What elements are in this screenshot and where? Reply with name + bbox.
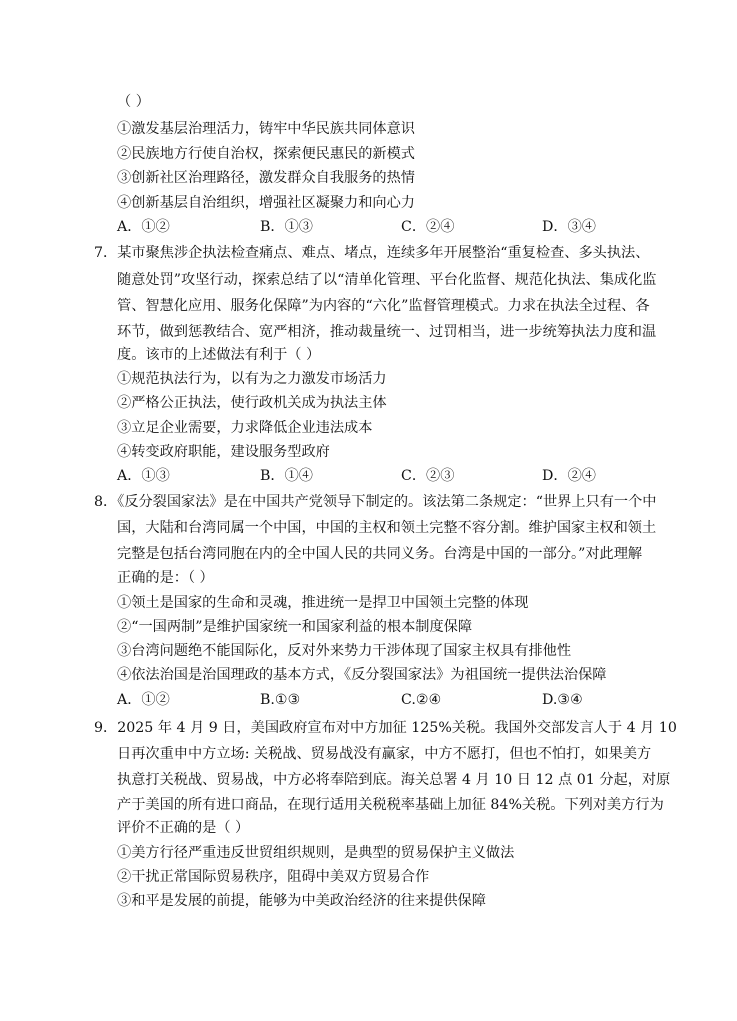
q7-choice-c: C．②③	[401, 468, 455, 484]
q9-option-2: ②干扰正常国际贸易秩序，阻碍中美双方贸易合作	[117, 869, 430, 885]
q8-stem-line-2: 国，大陆和台湾同属一个中国，中国的主权和领土完整不容分割。维护国家主权和领土	[117, 520, 657, 536]
q8-choice-a: A．①②	[117, 692, 170, 708]
q6-answer-paren: （ ）	[117, 94, 150, 110]
q9-option-1: ①美方行径严重违反世贸组织规则，是典型的贸易保护主义做法	[117, 845, 515, 861]
q9-option-3: ③和平是发展的前提，能够为中美政治经济的往来提供保障	[117, 893, 486, 909]
q6-option-1: ①激发基层治理活力，铸牢中华民族共同体意识	[117, 121, 415, 137]
q8-choice-c: C.②④	[401, 692, 442, 708]
q6-option-3: ③创新社区治理路径，激发群众自我服务的热情	[117, 170, 415, 186]
q7-option-2: ②严格公正执法，使行政机关成为执法主体	[117, 395, 387, 411]
q8-stem-line-4: 正确的是：（ ）	[117, 570, 214, 586]
q9-stem-line-5: 评价不正确的是（ ）	[117, 820, 250, 836]
q9-stem-line-2: 日再次重申中方立场: 关税战、贸易战没有赢家，中方不愿打，但也不怕打，如果美方	[117, 746, 652, 762]
q9-stem-line-4: 产于美国的所有进口商品，在现行适用关税税率基础上加征 84%关税。下列对美方行为	[117, 797, 664, 813]
q7-choice-a: A．①③	[117, 468, 170, 484]
q6-choice-b: B．①③	[260, 219, 313, 235]
q7-choice-b: B．①④	[260, 468, 313, 484]
q7-stem-line-1: 7．某市聚焦涉企执法检查痛点、难点、堵点，连续多年开展整治“重复检查、多头执法、	[94, 245, 650, 261]
q8-option-4: ④依法治国是治国理政的基本方式，《反分裂国家法》为祖国统一提供法治保障	[117, 667, 607, 683]
q7-stem-line-4: 环节，做到惩教结合、宽严相济，推动裁量统一、过罚相当，进一步统筹执法力度和温	[117, 324, 657, 340]
q7-option-1: ①规范执法行为，以有为之力激发市场活力	[117, 371, 387, 387]
q7-stem-line-2: 随意处罚”攻坚行动，探索总结了以“清单化管理、平台化监督、规范化执法、集成化监	[117, 272, 657, 288]
q6-option-4: ④创新基层自治组织，增强社区凝聚力和向心力	[117, 195, 415, 211]
q8-stem-line-3: 完整是包括台湾同胞在内的全中国人民的共同义务。台湾是中国的一部分。”对此理解	[117, 546, 643, 562]
q6-choice-d: D．③④	[542, 219, 596, 235]
q6-choice-c: C．②④	[401, 219, 455, 235]
q9-stem-line-1: 9．2025 年 4 月 9 日，美国政府宣布对中方加征 125%关税。我国外交部发言人于 4 月 10	[94, 720, 677, 736]
q8-stem-line-1: 8．《反分裂国家法》是在中国共产党领导下制定的。该法第二条规定：“世界上只有一个中	[94, 494, 657, 510]
q6-choice-a: A．①②	[117, 219, 170, 235]
q8-choice-d: D.③④	[542, 692, 583, 708]
q8-option-2: ②“一国两制”是维护国家统一和国家利益的根本制度保障	[117, 619, 473, 635]
q7-option-4: ④转变政府职能，建设服务型政府	[117, 444, 330, 460]
q9-stem-line-3: 执意打关税战、贸易战，中方必将奉陪到底。海关总署 4 月 10 日 12 点 01 分起，对原	[117, 772, 671, 788]
q7-stem-line-5: 度。该市的上述做法有利于（ ）	[117, 347, 321, 363]
q6-option-2: ②民族地方行使自治权，探索便民惠民的新模式	[117, 146, 415, 162]
q8-option-3: ③台湾问题绝不能国际化，反对外来势力干涉体现了国家主权具有排他性	[117, 643, 572, 659]
q7-stem-line-3: 管、智慧化应用、服务化保障”为内容的“六化”监督管理模式。力求在执法全过程、各	[117, 298, 650, 314]
q7-choice-d: D．②④	[542, 468, 596, 484]
q7-option-3: ③立足企业需要，力求降低企业违法成本	[117, 420, 373, 436]
q8-choice-b: B.①③	[260, 692, 301, 708]
q8-option-1: ①领土是国家的生命和灵魂，推进统一是捍卫中国领土完整的体现	[117, 595, 529, 611]
